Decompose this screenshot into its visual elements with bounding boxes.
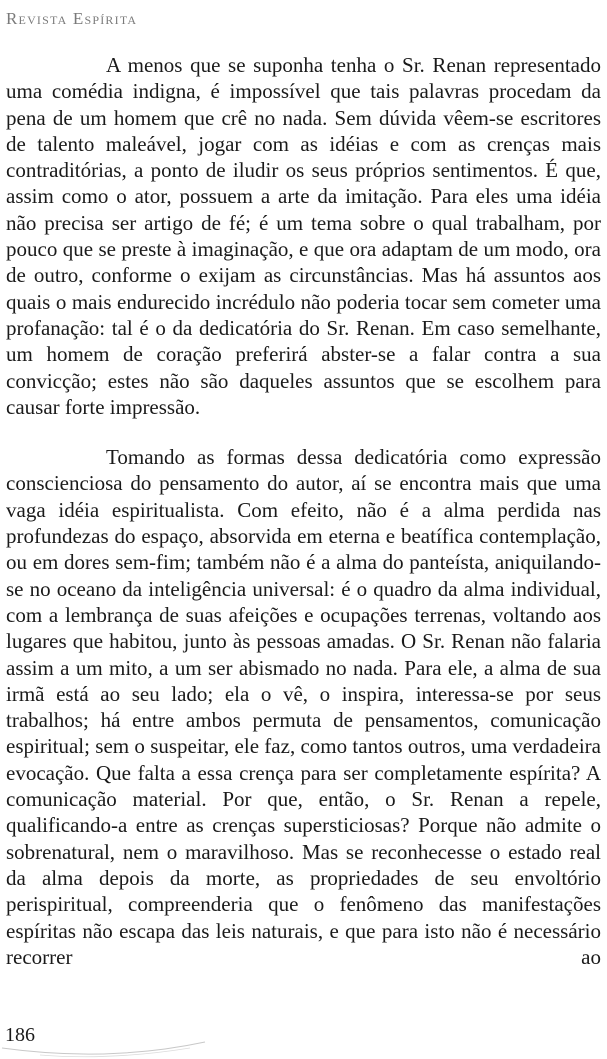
- paragraph-2: Tomando as formas dessa dedicatória como expressão conscienciosa do pensamento do autor, aí se encontra mais que uma vaga idéia espiritualista. Com efeito, não é a alma perdida nas profundezas do espaço, absorvida em eterna e beatífica contemplação, ou em dores sem-fim; também não é a alma do panteísta, aniquilando-se no oceano da inteligência universal: é o quadro da alma individual, com a lembrança de suas afeições e ocupações terrenas, voltando aos lugares que habitou, junto às pessoas amadas. O Sr. Renan não falaria assim a um mito, a um ser abismado no nada. Para ele, a alma de sua irmã está ao seu lado; ela o vê, o inspira, interessa-se por seus trabalhos; há entre ambos permuta de pensamentos, comunicação espiritual; sem o suspeitar, ele faz, como tantos outros, uma verdadeira evocação. Que falta a essa crença para ser completamente espírita? A comunicação material. Por que, então, o Sr. Renan a repele, qualificando-a entre as crenças supersticiosas? Porque não admite o sobrenatural, nem o maravilhoso. Mas se reconhecesse o estado real da alma depois da morte, as propriedades de seu envoltório perispiritual, compreenderia que o fenômeno das manifestações espíritas não escapa das leis naturais, e que para isto não é necessário recorrer ao: [6, 445, 601, 969]
- body-text: [6, 52, 601, 970]
- running-head: Revista Espírita: [6, 9, 138, 28]
- paragraph-1: A menos que se suponha tenha o Sr. Renan representado uma comédia indigna, é impossível que tais palavras procedam da pena de um homem que crê no nada. Sem dúvida vêem-se escritores de talento maleável, jogar com as idéias e com as crenças mais contraditórias, a ponto de iludir os seus próprios sentimentos. É que, assim como o ator, possuem a arte da imitação. Para eles uma idéia não precisa ser artigo de fé; é um tema sobre o qual trabalham, por pouco que se preste à imaginação, e que ora adaptam de um modo, ora de outro, conforme o exijam as circunstâncias. Mas há assuntos aos quais o mais endurecido incrédulo não poderia tocar sem cometer uma profanação: tal é o da dedicatória do Sr. Renan. Em caso semelhante, um homem de coração preferirá abster-se a falar contra a sua convicção; estes não são daqueles assuntos que se escolhem para causar forte impressão.: [6, 53, 601, 419]
- page-number: 186: [5, 1024, 35, 1046]
